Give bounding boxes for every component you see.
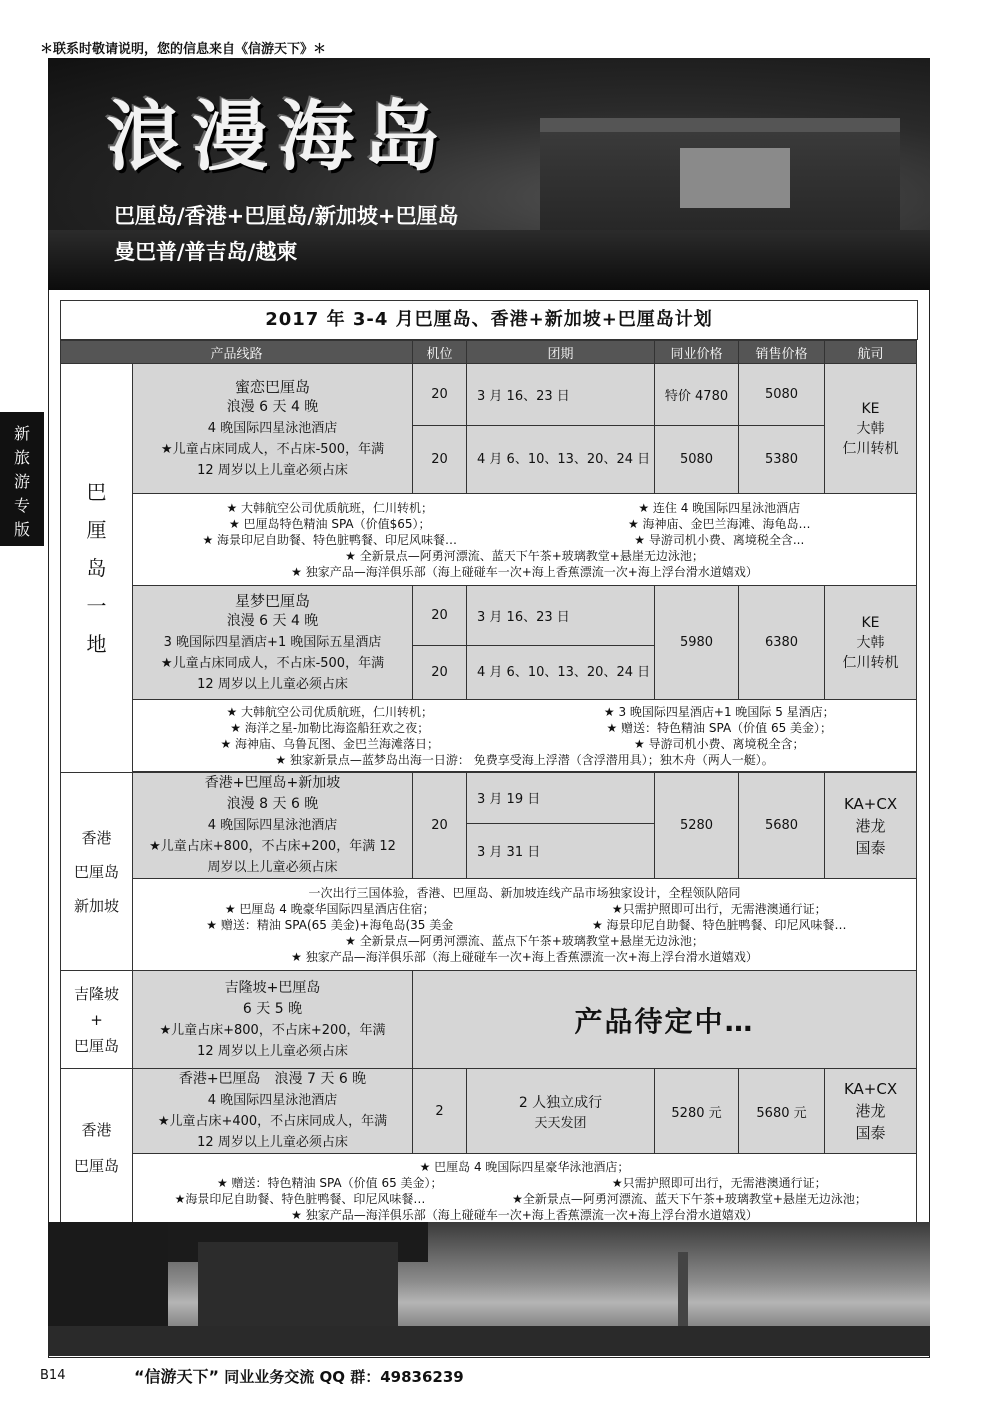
seats: 2 (413, 1069, 467, 1154)
product-hk-bali: 香港+巴厘岛 浪漫 7 天 6 晚 4 晚国际四星泳池酒店 ★儿童占床+400，不占床同成人，年满 12 周岁以上儿童必须占床 (133, 1069, 413, 1154)
banner-destinations-1: 巴厘岛/香港+巴厘岛/新加坡+巴厘岛 (114, 204, 459, 228)
airline-ke: KE 大韩 仁川转机 (825, 586, 917, 700)
trade-price: 5080 (655, 426, 739, 494)
beach-resort-photo (48, 1222, 930, 1356)
product-notes: ★ 大韩航空公司优质航班，仁川转机； ★ 3 晚国际四星酒店+1 晚国际 5 星酒店； ★ 海洋之星-加勒比海盗船狂欢之夜； ★ 赠送：特色精油 SPA（价值 65 美金）； ★ 海神庙、乌鲁瓦图、金巴兰海滩落日； ★ 导游司机小费、离境税全含； ★ 独家新景点—蓝梦岛出海一日游： 免费享受海上浮潜（含浮潜用具）；独木舟（两人一艇）。 (133, 700, 917, 772)
seats: 20 (413, 586, 467, 646)
region-kl-bali: 吉隆坡 + 巴厘岛 (61, 971, 133, 1069)
header-dates: 团期 (467, 341, 655, 364)
seats: 20 (413, 426, 467, 494)
notes-row (61, 700, 917, 772)
dates: 3 月 31 日 (467, 823, 655, 878)
table-row (61, 1069, 917, 1154)
trade-price: 5980 (655, 586, 739, 700)
trade-price: 特价 4780 (655, 364, 739, 426)
side-tab: 新旅游专版 (0, 412, 44, 546)
product-hk-bali-sg: 香港+巴厘岛+新加坡 浪漫 8 天 6 晚 4 晚国际四星泳池酒店 ★儿童占床+800，不占床+200，年满 12 周岁以上儿童必须占床 (133, 773, 413, 879)
notes-row (61, 494, 917, 586)
header-trade-price: 同业价格 (655, 341, 739, 364)
dates: 4 月 6、10、13、20、24 日 (467, 426, 655, 494)
product-notes: ★ 大韩航空公司优质航班，仁川转机； ★ 连住 4 晚国际四星泳池酒店 ★ 巴厘岛特色精油 SPA（价值$65）； ★ 海神庙、金巴兰海滩、海龟岛… ★ 海景印尼自助餐、特色脏鸭餐、印尼风味餐… ★ 导游司机小费、离境税全含... ★ 全新景点—阿勇河漂流、蓝天下午茶+玻璃教堂+悬崖无边泳池； ★ 独家产品—海洋俱乐部（海上碰碰车一次+海上香蕉漂流一次+海上浮台滑水道嬉戏） (133, 494, 917, 586)
region-hk-bali-sg: 香港 巴厘岛 新加坡 (61, 773, 133, 971)
footer-qq: 同业业务交流 QQ 群：49836239 (224, 1368, 464, 1386)
sale-price: 5680 (739, 773, 825, 879)
pending-status: 产品待定中… (413, 971, 917, 1069)
notes-row (61, 879, 917, 971)
product-kl-bali: 吉隆坡+巴厘岛 6 天 5 晚 ★儿童占床+800，不占床+200，年满 12 周岁以上儿童必须占床 (133, 971, 413, 1069)
product-notes: ★ 巴厘岛 4 晚国际四星豪华泳池酒店； ★ 赠送：特色精油 SPA（价值 65 美金）； ★只需护照即可出行，无需港澳通行证； ★海景印尼自助餐、特色脏鸭餐、印尼风味餐… ★全新景点—阿勇河漂流、蓝天下午茶+玻璃教堂+悬崖无边泳池； ★ 独家产品—海洋俱乐部（海上碰碰车一次+海上香蕉漂流一次+海上浮台滑水道嬉戏） (133, 1154, 917, 1228)
airline-ke: KE 大韩 仁川转机 (825, 364, 917, 494)
top-note: ＊联系时敬请说明，您的信息来自《信游天下》＊ (40, 42, 327, 57)
seats: 20 (413, 646, 467, 700)
notes-row (61, 1154, 917, 1228)
header-airline: 航司 (825, 341, 917, 364)
airline-kacx: KA+CX 港龙 国泰 (825, 773, 917, 879)
dates: 3 月 19 日 (467, 773, 655, 824)
product-milian: 蜜恋巴厘岛 浪漫 6 天 4 晚 4 晚国际四星泳池酒店 ★儿童占床同成人，不占床-500，年满 12 周岁以上儿童必须占床 (133, 364, 413, 494)
sale-price: 5680 元 (739, 1069, 825, 1154)
footer-contact (134, 1364, 464, 1387)
trade-price: 5280 元 (655, 1069, 739, 1154)
page-number: B14 (40, 1368, 66, 1383)
dates: 4 月 6、10、13、20、24 日 (467, 646, 655, 700)
header-banner (48, 58, 930, 290)
seats: 20 (413, 364, 467, 426)
deck (48, 1326, 930, 1356)
region-hk-bali: 香港 巴厘岛 (61, 1069, 133, 1228)
airline-kacx: KA+CX 港龙 国泰 (825, 1069, 917, 1154)
dates: 3 月 16、23 日 (467, 586, 655, 646)
product-notes: 一次出行三国体验，香港、巴厘岛、新加坡连线产品市场独家设计，全程领队陪同 ★ 巴厘岛 4 晚豪华国际四星酒店住宿； ★只需护照即可出行，无需港澳通行证； ★ 赠送：精油 SPA(65 美金)+海龟岛(35 美金 ★ 海景印尼自助餐、特色脏鸭餐、印尼风味餐… ★ 全新景点—阿勇河漂流、蓝点下午茶+玻璃教堂+悬崖无边泳池； ★ 独家产品—海洋俱乐部（海上碰碰车一次+海上香蕉漂流一次+海上浮台滑水道嬉戏） (133, 879, 917, 971)
table-row (61, 971, 917, 1069)
footer-brand: “信游天下” (134, 1367, 220, 1386)
sale-price: 5080 (739, 364, 825, 426)
dates: 3 月 16、23 日 (467, 364, 655, 426)
seats: 20 (413, 773, 467, 879)
header-sale-price: 销售价格 (739, 341, 825, 364)
trade-price: 5280 (655, 773, 739, 879)
banner-destinations-2: 曼巴普/普吉岛/越柬 (114, 240, 298, 264)
dates: 2 人独立成行 天天发团 (467, 1069, 655, 1154)
banner-title: 浪漫海岛 (106, 92, 450, 181)
sale-price: 5380 (739, 426, 825, 494)
product-xingmeng: 星梦巴厘岛 浪漫 6 天 4 晚 3 晚国际四星酒店+1 晚国际五星酒店 ★儿童占床同成人，不占床-500，年满 12 周岁以上儿童必须占床 (133, 586, 413, 700)
header-route: 产品线路 (61, 341, 413, 364)
plan-title: 2017 年 3-4 月巴厘岛、香港+新加坡+巴厘岛计划 (60, 300, 918, 340)
sale-price: 6380 (739, 586, 825, 700)
product-table (60, 340, 917, 1228)
table-header (61, 341, 917, 364)
region-bali: 巴 厘 岛 一 地 (61, 364, 133, 773)
header-seats: 机位 (413, 341, 467, 364)
villa-light (680, 148, 790, 208)
table-row (61, 364, 917, 426)
table-row (61, 586, 917, 646)
table-row (61, 773, 917, 824)
